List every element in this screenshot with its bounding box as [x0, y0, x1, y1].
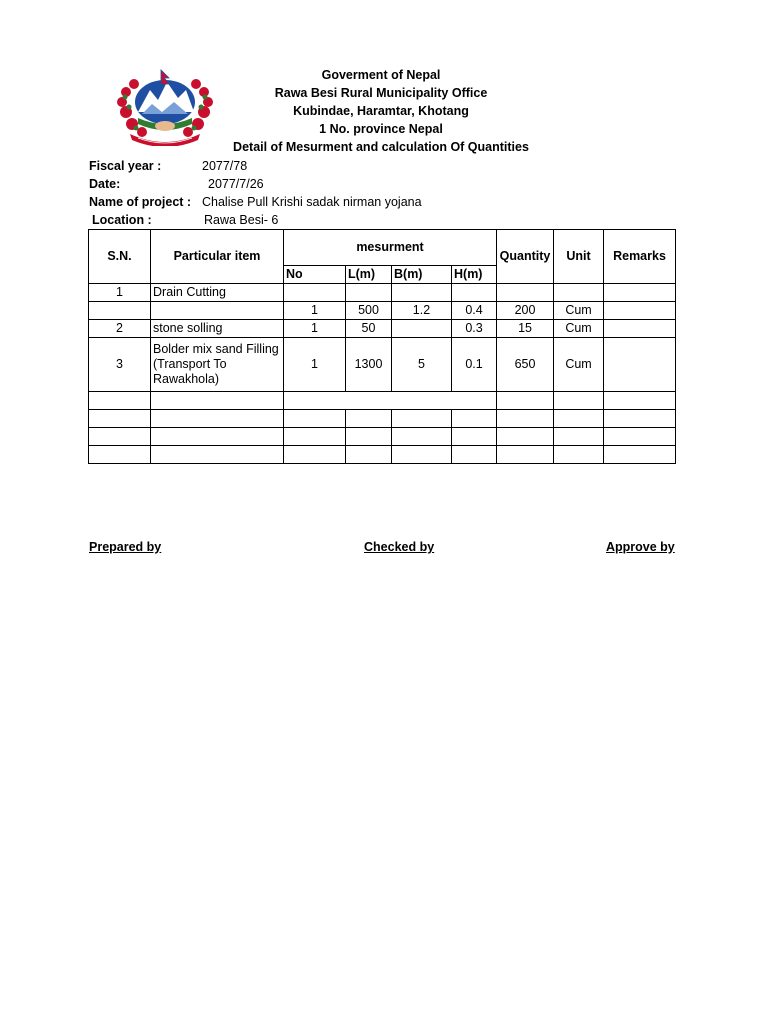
- row-sn: 1: [89, 284, 151, 302]
- row-quantity: [497, 284, 554, 302]
- empty-row: [89, 446, 676, 464]
- empty-row: [89, 428, 676, 446]
- table-row: [89, 320, 676, 338]
- row-height: 0.1: [452, 338, 497, 392]
- row-no: [284, 284, 346, 302]
- header-length: L(m): [346, 266, 392, 284]
- approve-by-label: Approve by: [606, 540, 675, 554]
- table-row: [89, 338, 676, 392]
- document-title: Detail of Mesurment and calculation Of Quantities: [233, 140, 529, 154]
- checked-by-label: Checked by: [364, 540, 435, 554]
- date-value: 2077/7/26: [208, 177, 264, 191]
- header-province: 1 No. province Nepal: [319, 122, 443, 136]
- header-sn: S.N.: [89, 230, 151, 284]
- row-unit: [554, 284, 604, 302]
- row-no: 1: [284, 320, 346, 338]
- row-unit: Cum: [554, 302, 604, 320]
- location-value: Rawa Besi- 6: [204, 213, 279, 227]
- row-quantity: 650: [497, 338, 554, 392]
- date-label: Date:: [89, 177, 121, 191]
- row-remarks: [604, 320, 676, 338]
- row-remarks: [604, 338, 676, 392]
- row-height: [452, 284, 497, 302]
- row-quantity: 200: [497, 302, 554, 320]
- header-municipality: Rawa Besi Rural Municipality Office: [274, 86, 488, 100]
- row-length: [346, 284, 392, 302]
- header-unit: Unit: [554, 230, 604, 284]
- table-row: [89, 284, 676, 302]
- row-unit: Cum: [554, 320, 604, 338]
- row-length: 50: [346, 320, 392, 338]
- row-no: 1: [284, 302, 346, 320]
- empty-row: [89, 392, 676, 410]
- row-quantity: 15: [497, 320, 554, 338]
- row-breadth: 1.2: [392, 302, 452, 320]
- project-value: Chalise Pull Krishi sadak nirman yojana: [202, 195, 422, 209]
- row-length: 1300: [346, 338, 392, 392]
- row-item: [151, 302, 284, 320]
- quantities-table: [88, 229, 676, 464]
- header-particular-item: Particular item: [151, 230, 284, 284]
- header-remarks: Remarks: [604, 230, 676, 284]
- row-length: 500: [346, 302, 392, 320]
- row-item: Drain Cutting: [151, 284, 284, 302]
- row-breadth: 5: [392, 338, 452, 392]
- row-remarks: [604, 284, 676, 302]
- location-label: Location :: [92, 213, 152, 227]
- row-no: 1: [284, 338, 346, 392]
- header-quantity: Quantity: [497, 230, 554, 284]
- header-breadth: B(m): [392, 266, 452, 284]
- header-height: H(m): [452, 266, 497, 284]
- row-sn: 3: [89, 338, 151, 392]
- row-sn: 2: [89, 320, 151, 338]
- table-header-row: [89, 230, 676, 266]
- row-sn: [89, 302, 151, 320]
- table-row: [89, 302, 676, 320]
- header-government: Goverment of Nepal: [321, 68, 441, 82]
- row-breadth: [392, 320, 452, 338]
- empty-row: [89, 410, 676, 428]
- row-remarks: [604, 302, 676, 320]
- row-height: 0.3: [452, 320, 497, 338]
- prepared-by-label: Prepared by: [89, 540, 162, 554]
- row-breadth: [392, 284, 452, 302]
- fiscal-year-label: Fiscal year :: [89, 159, 162, 173]
- header-no: No: [284, 266, 346, 284]
- row-unit: Cum: [554, 338, 604, 392]
- project-label: Name of project :: [89, 195, 192, 209]
- header-measurement: mesurment: [284, 230, 497, 266]
- row-height: 0.4: [452, 302, 497, 320]
- header-address: Kubindae, Haramtar, Khotang: [293, 104, 469, 118]
- row-item: stone solling: [151, 320, 284, 338]
- fiscal-year-value: 2077/78: [202, 159, 248, 173]
- row-item: Bolder mix sand Filling (Transport To Rawakhola): [151, 338, 284, 392]
